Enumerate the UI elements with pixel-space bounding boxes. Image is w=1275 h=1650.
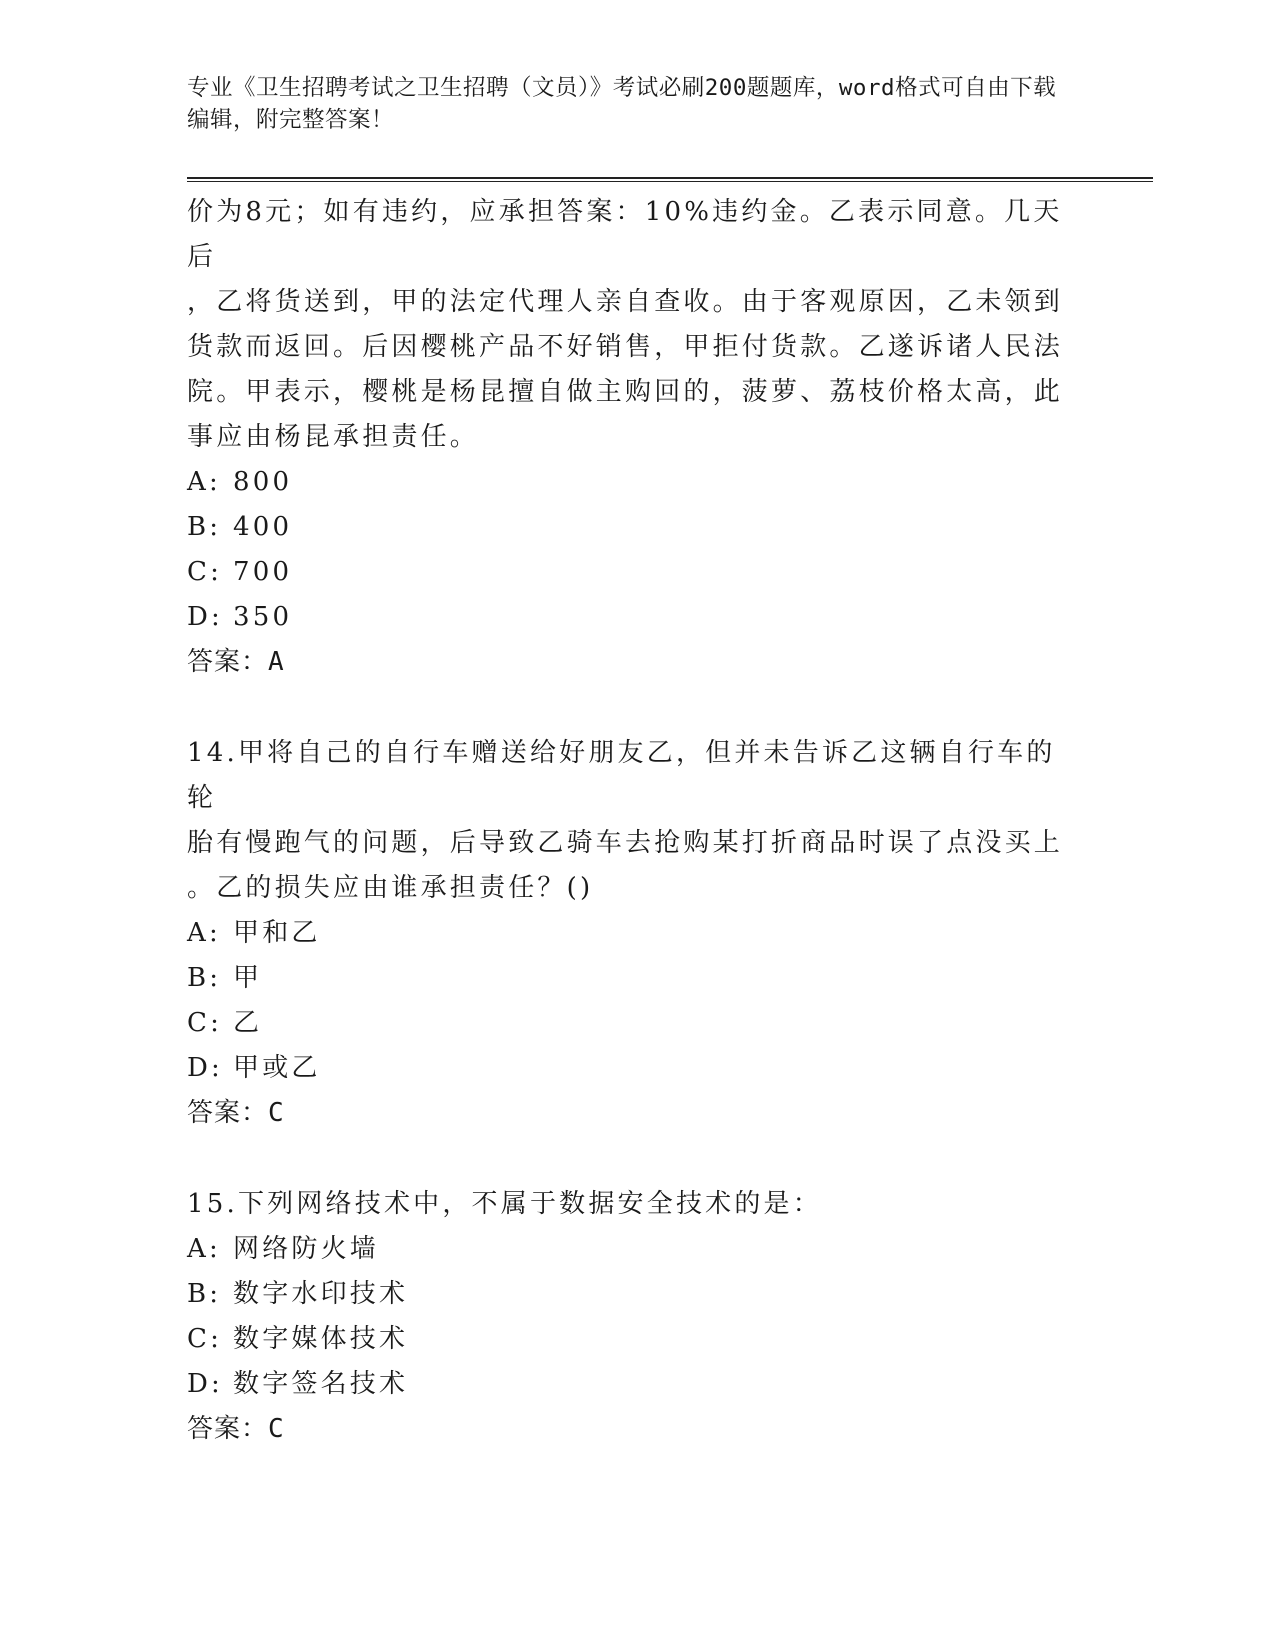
option-c [187,1317,1067,1362]
option-letter: B: [187,512,222,542]
option-a [187,460,1067,505]
option-c [187,550,1067,595]
question-14 [187,731,1067,1136]
question-text-line: 。乙的损失应由谁承担责任？() [187,873,594,903]
answer-line: 答案：C [187,1098,285,1128]
option-a [187,911,1067,956]
option-text: 800 [233,467,293,497]
option-letter: D: [187,1369,224,1399]
option-letter: C: [187,557,223,587]
question-text-line: 事应由杨昆承担责任。 [187,422,480,452]
document-body [187,190,1067,1452]
option-text: 400 [233,512,293,542]
option-text: 乙 [233,1008,263,1038]
option-b [187,956,1067,1001]
option-text: 甲或乙 [233,1053,321,1083]
option-text: 甲和乙 [233,918,321,948]
answer-line: 答案：A [187,647,285,677]
answer-line: 答案：C [187,1414,285,1444]
question-text-line: ，乙将货送到，甲的法定代理人亲自查收。由于客观原因，乙未领到 [187,287,1064,317]
option-letter: C: [187,1324,223,1354]
question-text-line: 院。甲表示，樱桃是杨昆擅自做主购回的，菠萝、荔枝价格太高，此 [187,377,1064,407]
question-13 [187,190,1067,685]
option-b [187,1272,1067,1317]
option-b [187,505,1067,550]
option-d [187,1046,1067,1091]
option-letter: A: [187,467,221,497]
option-text: 网络防火墙 [233,1234,380,1264]
document-header [187,72,1067,136]
option-text: 350 [233,602,293,632]
option-letter: A: [187,918,221,948]
option-text: 数字媒体技术 [233,1324,409,1354]
option-text: 数字水印技术 [233,1279,409,1309]
option-d [187,595,1067,640]
header-title: 专业《卫生招聘考试之卫生招聘（文员）》考试必刷200题题库，word格式可自由下载编辑，附完整答案！ [187,75,1057,133]
option-letter: D: [187,1053,224,1083]
option-letter: D: [187,602,224,632]
option-letter: C: [187,1008,223,1038]
option-letter: A: [187,1234,221,1264]
question-text-line: 货款而返回。后因樱桃产品不好销售，甲拒付货款。乙遂诉诸人民法 [187,332,1064,362]
option-letter: B: [187,1279,222,1309]
question-text-line: 14.甲将自己的自行车赠送给好朋友乙，但并未告诉乙这辆自行车的轮 [187,738,1056,813]
question-text-line: 价为8元；如有违约，应承担答案：10%违约金。乙表示同意。几天后 [187,197,1063,272]
option-text: 700 [233,557,293,587]
option-text: 数字签名技术 [233,1369,409,1399]
question-15 [187,1182,1067,1452]
option-c [187,1001,1067,1046]
header-divider [187,177,1153,182]
option-d [187,1362,1067,1407]
option-letter: B: [187,963,222,993]
question-text-line: 15.下列网络技术中，不属于数据安全技术的是： [187,1189,822,1219]
spacer [187,685,1067,731]
option-text: 甲 [233,963,263,993]
option-a [187,1227,1067,1272]
question-text-line: 胎有慢跑气的问题，后导致乙骑车去抢购某打折商品时误了点没买上 [187,828,1064,858]
spacer [187,1136,1067,1182]
